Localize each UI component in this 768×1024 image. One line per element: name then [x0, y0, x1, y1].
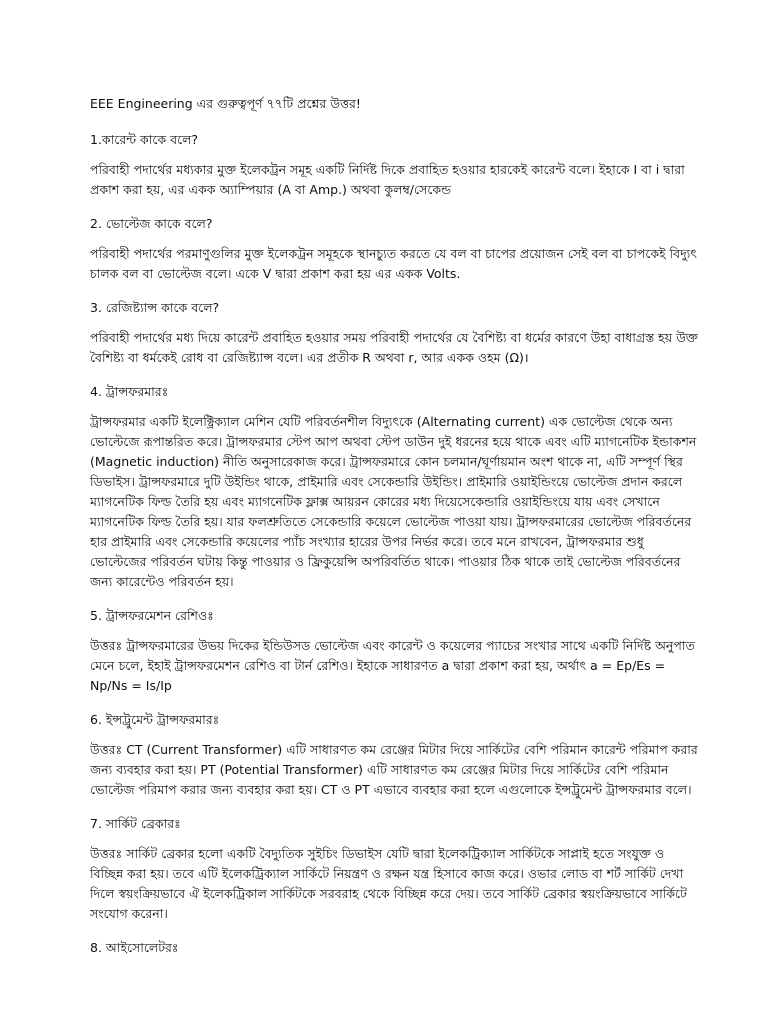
question-heading-6: 6. ইন্সট্রুমেন্ট ট্রান্সফরমারঃ	[90, 712, 220, 727]
answer-paragraph-5: উত্তরঃ ট্রান্সফরমারের উভয় দিকের ইন্ডিউসড ভোল্টেজ এবং কারেন্ট ও কয়েলের প্যাচের সংখার সাথে একটি নির্দিষ্ট অনুপাত মেনে চলে, ইহাই ট্রান্সফরমেশন রেশিও বা টার্ন রেশিও। ইহাকে সাধারণত a দ্বারা প্রকাশ করা হয়, অর্থাৎ a = Ep/Es = Np/Ns = Is/Ip	[90, 638, 695, 693]
question-heading-5: 5. ট্রান্সফরমেশন রেশিওঃ	[90, 608, 214, 623]
question-heading-7: 7. সার্কিট ব্রেকারঃ	[90, 816, 181, 831]
answer-paragraph-4: ট্রান্সফরমার একটি ইলেক্ট্রিক্যাল মেশিন যেটি পরিবর্তনশীল বিদ্যুৎকে (Alternating current) এক ভোল্টেজ থেকে অন্য ভোল্টেজে রূপান্তরিত করে। ট্রান্সফরমার স্টেপ আপ অথবা স্টেপ ডাউন দুই ধরনের হয়ে থাকে এবং এটি ম্যাগনেটিক ইন্ডাকশন (Magnetic induction) নীতি অনুসারেকাজ করে। ট্রান্সফরমারে কোন চলমান/ঘূর্ণায়মান অংশ থাকে না, এটি সম্পূর্ণ স্থির ডিভাইস। ট্রান্সফরমারে দুটি উইন্ডিং থাকে, প্রাইমারি এবং সেকেন্ডারি উইন্ডিং। প্রাইমারি ওয়াইন্ডিংয়ে ভোল্টেজ প্রদান করলে ম্যাগনেটিক ফিল্ড তৈরি হয় এবং ম্যাগনেটিক ফ্লাক্স আয়রন কোরের মধ্য দিয়েসেকেন্ডারি ওয়াইন্ডিংয়ে যায় এবং সেখানে ম্যাগনেটিক ফিল্ড তৈরি হয়। যার ফলশ্রুতিতে সেকেন্ডারি কয়েলে ভোল্টেজ পাওয়া যায়। ট্রান্সফরমারের ভোল্টেজ পরিবর্তনের হার প্রাইমারি এবং সেকেন্ডারি কয়েলের প্যাঁচ সংখ্যার হারের উপর নির্ভর করে। তবে মনে রাখবেন, ট্রান্সফরমার শুধু ভোল্টেজের পরিবর্তন ঘটায় কিন্তু পাওয়ার ও ফ্রিকুয়েন্সি অপরিবর্তিত থাকে। পাওয়ার ঠিক থাকে তাই ভোল্টেজ পরিবর্তনের জন্য কারেন্টেও পরিবর্তন হয়।	[90, 414, 697, 589]
answer-paragraph-7: উত্তরঃ সার্কিট ব্রেকার হলো একটি বৈদ্যুতিক সুইচিং ডিভাইস যেটি দ্বারা ইলেকট্রিক্যাল সার্কিটকে সাপ্লাই হতে সংযুক্ত ও বিচ্ছিন্ন করা হয়। তবে এটি ইলেকট্রিক্যাল সার্কিটে নিয়ন্ত্রণ ও রক্ষন যন্ত্র হিসাবে কাজ করে। ওভার লোড বা শর্ট সার্কিট দেখা দিলে স্বয়ংক্রিয়ভাবে ঐ ইলেকট্রিকাল সার্কিটকে সরবরাহ থেকে বিচ্ছিন্ন করে দেয়। তবে সার্কিট ব্রেকার স্বয়ংক্রিয়ভাবে সার্কিটে সংযোগ করেনা।	[90, 846, 687, 921]
question-heading-2: 2. ভোল্টেজ কাকে বলে?	[90, 216, 213, 231]
answer-paragraph-2: পরিবাহী পদার্থের পরমাণুগুলির মুক্ত ইলেকট্রন সমূহকে স্থানচ্যুত করতে যে বল বা চাপের প্রয়োজন সেই বল বা চাপকেই বিদ্যুৎ চালক বল বা ভোল্টেজ বলে। একে V দ্বারা প্রকাশ করা হয় এর একক Volts.	[90, 246, 697, 281]
question-heading-3: 3. রেজিষ্ট্যান্স কাকে বলে?	[90, 300, 220, 315]
document-title: EEE Engineering এর গুরুত্বপূর্ণ ৭৭টি প্রশ্নের উত্তর!	[90, 96, 361, 111]
answer-paragraph-1: পরিবাহী পদার্থের মধ্যকার মুক্ত ইলেকট্রন সমূহ একটি নির্দিষ্ট দিকে প্রবাহিত হওয়ার হারকেই কারেন্ট বলে। ইহাকে I বা i দ্বারা প্রকাশ করা হয়, এর একক অ্যাম্পিয়ার (A বা Amp.) অথবা কুলম্ব/সেকেন্ড	[90, 162, 685, 197]
answer-paragraph-3: পরিবাহী পদার্থের মধ্য দিয়ে কারেন্ট প্রবাহিত হওয়ার সময় পরিবাহী পদার্থের যে বৈশিষ্ট্য বা ধর্মের কারণে উহা বাধাগ্রস্ত হয় উক্ত বৈশিষ্ট্য বা ধর্মকেই রোধ বা রেজিষ্ট্যান্স বলে। এর প্রতীক R অথবা r, আর একক ওহম (Ω)।	[90, 330, 698, 365]
question-heading-4: 4. ট্রান্সফরমারঃ	[90, 384, 169, 399]
question-heading-1: 1.কারেন্ট কাকে বলে?	[90, 132, 199, 147]
answer-paragraph-6: উত্তরঃ CT (Current Transformer) এটি সাধারণত কম রেঞ্জের মিটার দিয়ে সার্কিটের বেশি পরিমান কারেন্ট পরিমাপ করার জন্য ব্যবহার করা হয়। PT (Potential Transformer) এটি সাধারণত কম রেঞ্জের মিটার দিয়ে সার্কিটের বেশি পরিমান ভোল্টেজ পরিমাপ করার জন্য ব্যবহার করা হয়। CT ও PT এভাবে ব্যবহার করা হলে এগুলোকে ইন্সট্রুমেন্ট ট্রান্সফরমার বলে।	[90, 742, 698, 797]
question-heading-8: 8. আইসোলেটরঃ	[90, 940, 179, 955]
